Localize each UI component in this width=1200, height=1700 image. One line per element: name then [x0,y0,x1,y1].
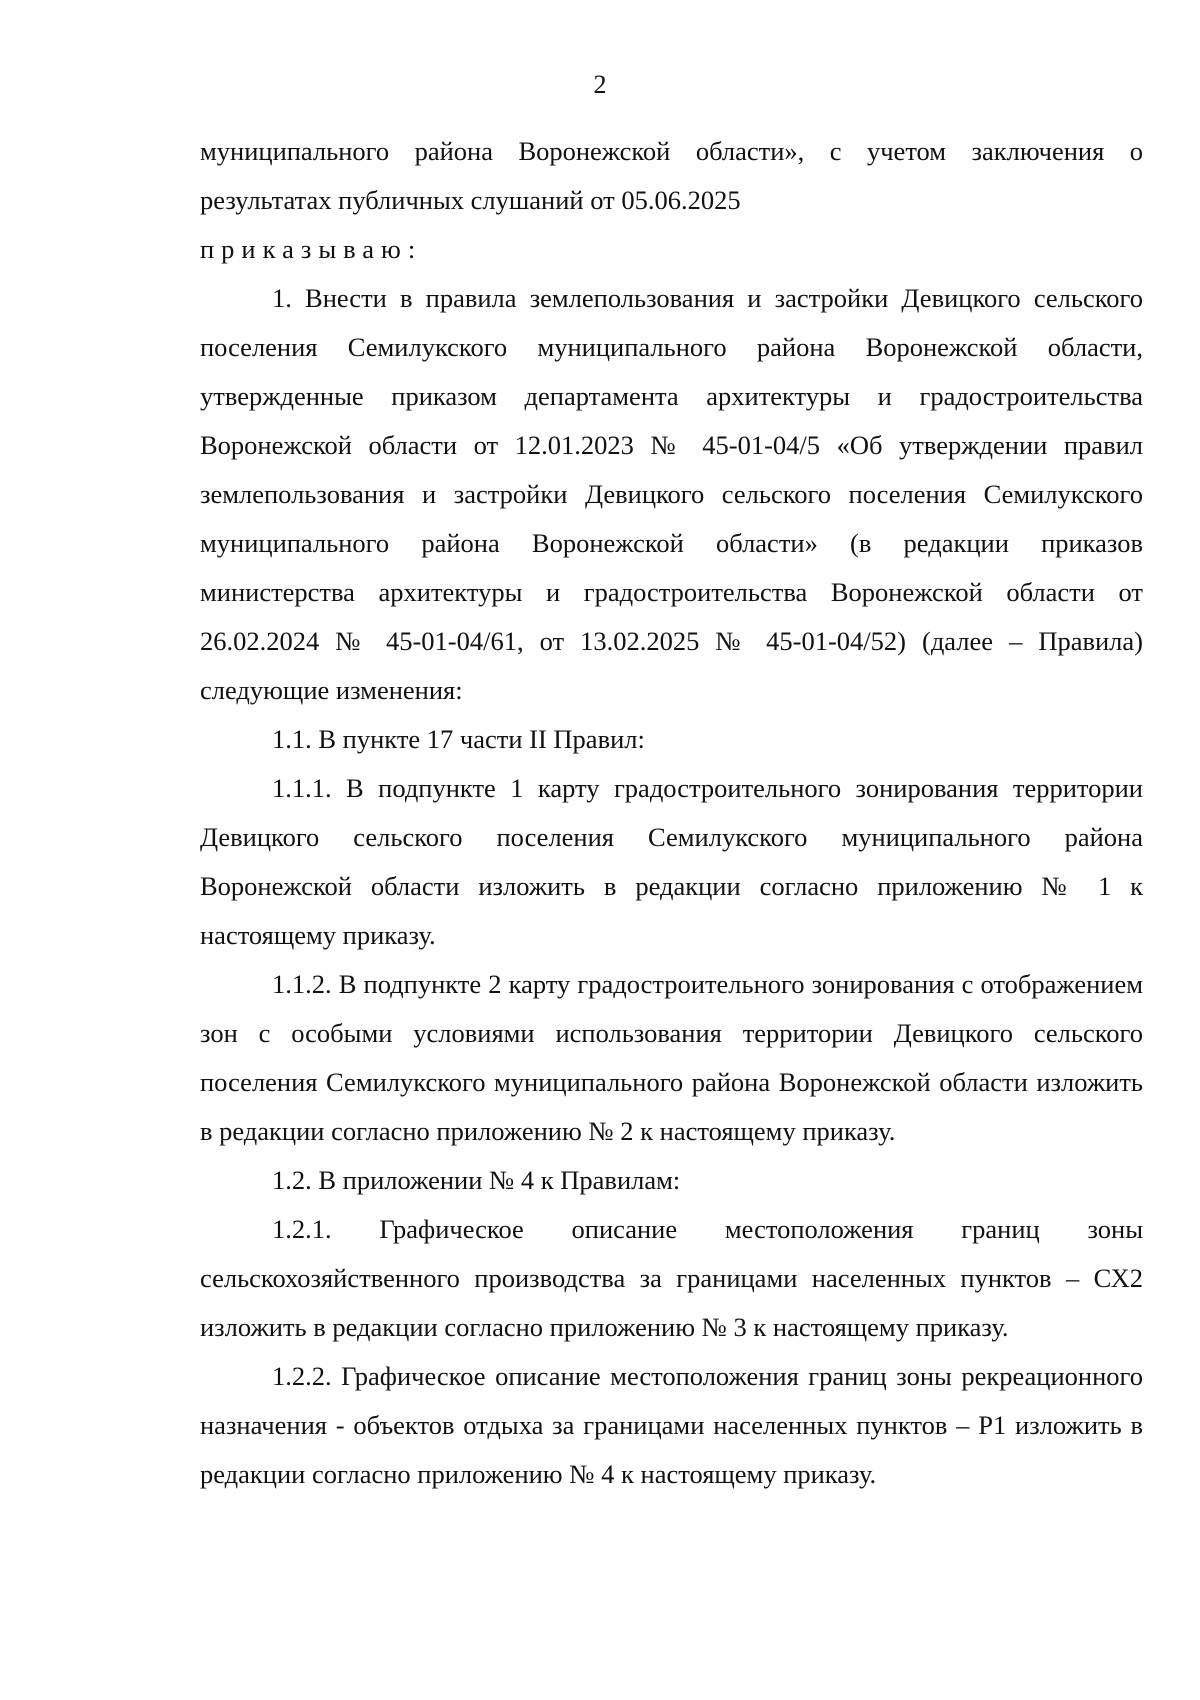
paragraph-item-1-1-2: 1.1.2. В подпункте 2 карту градостроительного зонирования с отображением зон с особыми условиями использования территории Девицкого сельского поселения Семилукского муниципального района Воронежской области изложить в редакции согласно приложению № 2 к настоящему приказу. [200,969,1143,1146]
paragraph-item-1-1: 1.1. В пункте 17 части II Правил: [272,724,645,754]
paragraph-item-1-1-1: 1.1.1. В подпункте 1 карту градостроительного зонирования территории Девицкого сельского поселения Семилукского муниципального района Воронежской области изложить в редакции согласно приложению № 1 к настоящему приказу. [200,773,1143,950]
paragraph-item-1: 1. Внести в правила землепользования и застройки Девицкого сельского поселения Семилукского муниципального района Воронежской области, утвержденные приказом департамента архитектуры и градостроительства Воронежской области от 12.01.2023 № 45-01-04/5 «Об утверждении правил землепользования и застройки Девицкого сельского поселения Семилукского муниципального района Воронежской области» (в редакции приказов министерства архитектуры и градостроительства Воронежской области от 26.02.2024 № 45-01-04/61, от 13.02.2025 № 45-01-04/52) (далее – Правила) следующие изменения: [200,283,1143,705]
document-body [200,127,1143,1499]
paragraph-item-1-2: 1.2. В приложении № 4 к Правилам: [272,1165,681,1195]
paragraph-item-1-2-1: 1.2.1. Графическое описание местоположения границ зоны сельскохозяйственного производства за границами населенных пунктов – СХ2 изложить в редакции согласно приложению № 3 к настоящему приказу. [200,1214,1143,1342]
paragraph-item-1-2-2: 1.2.2. Графическое описание местоположения границ зоны рекреационного назначения - объектов отдыха за границами населенных пунктов – Р1 изложить в редакции согласно приложению № 4 к настоящему приказу. [200,1361,1143,1489]
paragraph-preamble-continuation: муниципального района Воронежской области», с учетом заключения о результатах публичных слушаний от 05.06.2025 [200,136,1143,215]
page-number: 2 [593,70,607,99]
paragraph-order-word: приказываю: [200,234,423,264]
